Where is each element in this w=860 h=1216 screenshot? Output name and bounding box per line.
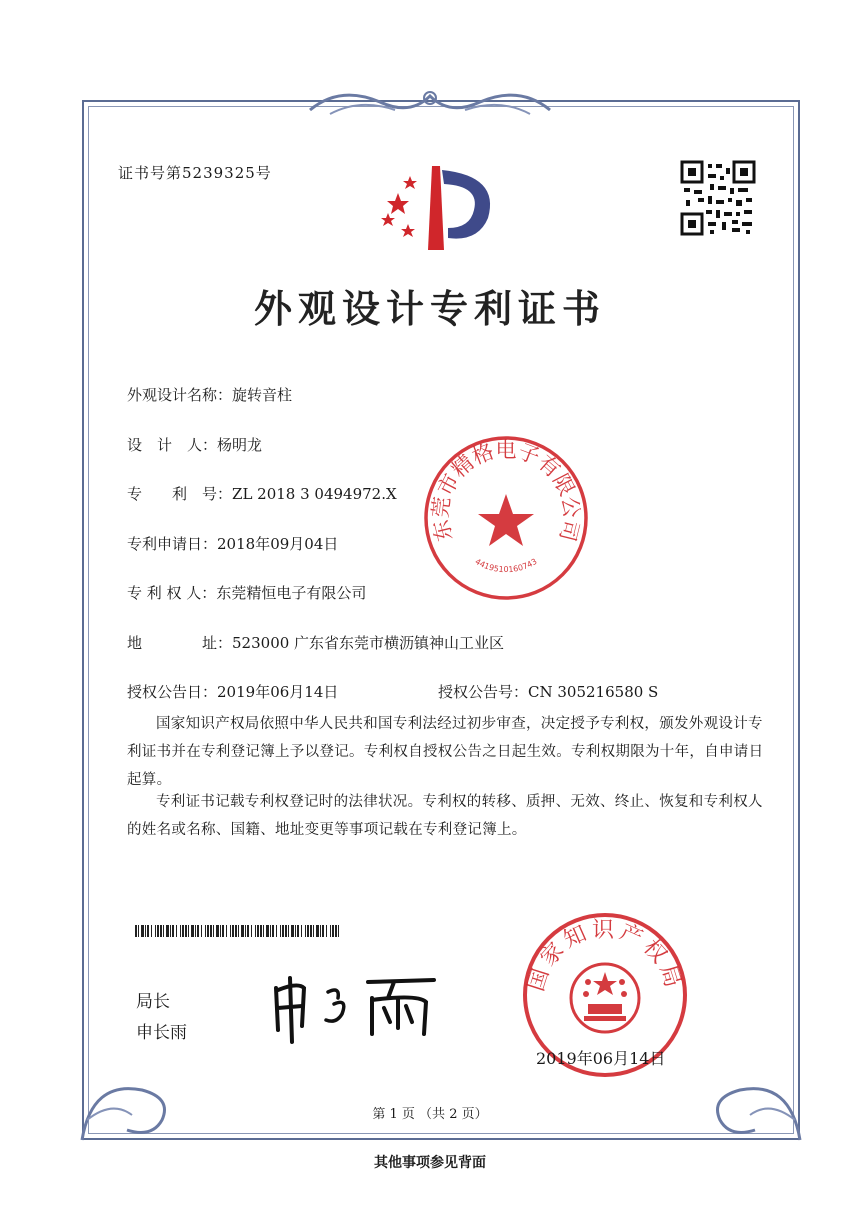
barcode-bar	[222, 925, 224, 937]
barcode-bar	[247, 925, 249, 937]
barcode-bar	[270, 925, 271, 937]
top-ornament	[300, 80, 560, 124]
field-value: ZL 2018 3 0494972.X	[232, 485, 397, 503]
barcode	[135, 925, 341, 937]
barcode-bar	[235, 925, 237, 937]
barcode-bar	[141, 925, 144, 937]
page-info: 第 1 页 （共 2 页）	[372, 1107, 488, 1122]
field-patentee	[127, 582, 366, 603]
field-value: 523000 广东省东莞市横沥镇神山工业区	[232, 634, 505, 652]
barcode-bar	[291, 925, 294, 937]
barcode-bar	[213, 925, 214, 937]
field-patent-number	[127, 483, 397, 504]
office-seal-text: 国家知识产权局	[523, 917, 687, 995]
field-grant-date	[127, 681, 338, 702]
barcode-bar	[297, 925, 299, 937]
barcode-bar	[151, 925, 152, 937]
barcode-bar	[280, 925, 281, 937]
field-value: 东莞精恒电子有限公司	[216, 584, 367, 602]
field-value: 2019年06月14日	[217, 683, 339, 701]
barcode-bar	[272, 925, 274, 937]
barcode-bar	[316, 925, 319, 937]
barcode-bar	[332, 925, 334, 937]
barcode-bar	[180, 925, 181, 937]
field-label: 专 利 权 人：	[127, 584, 217, 602]
field-application-date	[127, 533, 338, 554]
barcode-bar	[155, 925, 156, 937]
patent-office-logo	[370, 158, 500, 254]
barcode-bar	[326, 925, 327, 937]
barcode-bar	[185, 925, 187, 937]
body-paragraph: 专利证书记载专利权登记时的法律状况。专利权的转移、质押、无效、终止、恢复和专利权人的姓名或名称、国籍、地址变更等事项记载在专利登记簿上。	[127, 794, 763, 838]
barcode-bar	[310, 925, 312, 937]
barcode-bar	[176, 925, 177, 937]
field-label: 专 利 号：	[127, 485, 233, 503]
field-value: 2018年09月04日	[217, 535, 339, 553]
barcode-bar	[220, 925, 221, 937]
barcode-bar	[335, 925, 337, 937]
barcode-bar	[205, 925, 206, 937]
barcode-bar	[276, 925, 277, 937]
barcode-bar	[172, 925, 174, 937]
barcode-bar	[257, 925, 259, 937]
barcode-bar	[295, 925, 296, 937]
certificate-number: 证书号第5239325号	[118, 164, 272, 182]
barcode-bar	[255, 925, 256, 937]
national-emblem-icon	[571, 964, 639, 1032]
barcode-bar	[163, 925, 164, 937]
barcode-bar	[166, 925, 169, 937]
field-address	[127, 632, 504, 653]
barcode-bar	[157, 925, 159, 937]
director-title: 局长	[136, 992, 170, 1012]
barcode-bar	[282, 925, 284, 937]
company-seal	[422, 434, 590, 602]
company-seal-number: 4419510160743	[473, 556, 539, 575]
barcode-bar	[230, 925, 231, 937]
footer-note: 其他事项参见背面	[374, 1155, 486, 1171]
seal-date: 2019年06月14日	[536, 1049, 666, 1068]
barcode-bar	[307, 925, 309, 937]
barcode-bar	[191, 925, 194, 937]
barcode-bar	[313, 925, 314, 937]
body-paragraph: 国家知识产权局依照中华人民共和国专利法经过初步审查，决定授予专利权，颁发外观设计专利证书并在专利登记簿上予以登记。专利权自授权公告之日起生效。专利权期限为十年，自申请日起算。	[127, 716, 764, 788]
field-label: 授权公告日：	[127, 683, 218, 701]
barcode-bar	[301, 925, 302, 937]
barcode-bar	[285, 925, 287, 937]
barcode-bar	[201, 925, 202, 937]
company-seal-text: 东莞市精格电子有限公司	[428, 437, 584, 544]
barcode-bar	[195, 925, 196, 937]
certificate-title: 外观设计专利证书	[253, 287, 606, 331]
barcode-bar	[266, 925, 269, 937]
barcode-bar	[238, 925, 239, 937]
barcode-bar	[197, 925, 199, 937]
qr-code	[680, 160, 756, 236]
barcode-bar	[160, 925, 162, 937]
barcode-bar	[210, 925, 212, 937]
barcode-bar	[216, 925, 219, 937]
field-label: 外观设计名称：	[127, 386, 233, 404]
field-design-name	[127, 384, 292, 405]
barcode-bar	[138, 925, 139, 937]
barcode-bar	[145, 925, 146, 937]
field-label: 设 计 人：	[127, 436, 218, 454]
barcode-bar	[263, 925, 264, 937]
field-value: 旋转音柱	[232, 386, 293, 404]
barcode-bar	[170, 925, 171, 937]
field-value: 杨明龙	[217, 436, 263, 454]
barcode-bar	[260, 925, 262, 937]
barcode-bar	[241, 925, 244, 937]
field-value: CN 305216580 S	[528, 683, 659, 701]
barcode-bar	[338, 925, 339, 937]
barcode-bar	[182, 925, 184, 937]
barcode-bar	[147, 925, 149, 937]
director-signature	[268, 968, 444, 1046]
barcode-bar	[305, 925, 306, 937]
barcode-bar	[251, 925, 252, 937]
field-label: 授权公告号：	[438, 683, 529, 701]
barcode-bar	[226, 925, 227, 937]
barcode-bar	[288, 925, 289, 937]
barcode-bar	[245, 925, 246, 937]
field-grant-number	[438, 681, 658, 702]
barcode-bar	[232, 925, 234, 937]
director-name: 申长雨	[136, 1023, 187, 1043]
field-label: 地 址：	[127, 634, 233, 652]
barcode-bar	[207, 925, 209, 937]
barcode-bar	[135, 925, 137, 937]
field-label: 专利申请日：	[127, 535, 218, 553]
barcode-bar	[320, 925, 321, 937]
barcode-bar	[330, 925, 331, 937]
svg-text:4419510160743	[473, 557, 538, 574]
barcode-bar	[322, 925, 324, 937]
barcode-bar	[188, 925, 189, 937]
field-designer	[127, 434, 262, 455]
